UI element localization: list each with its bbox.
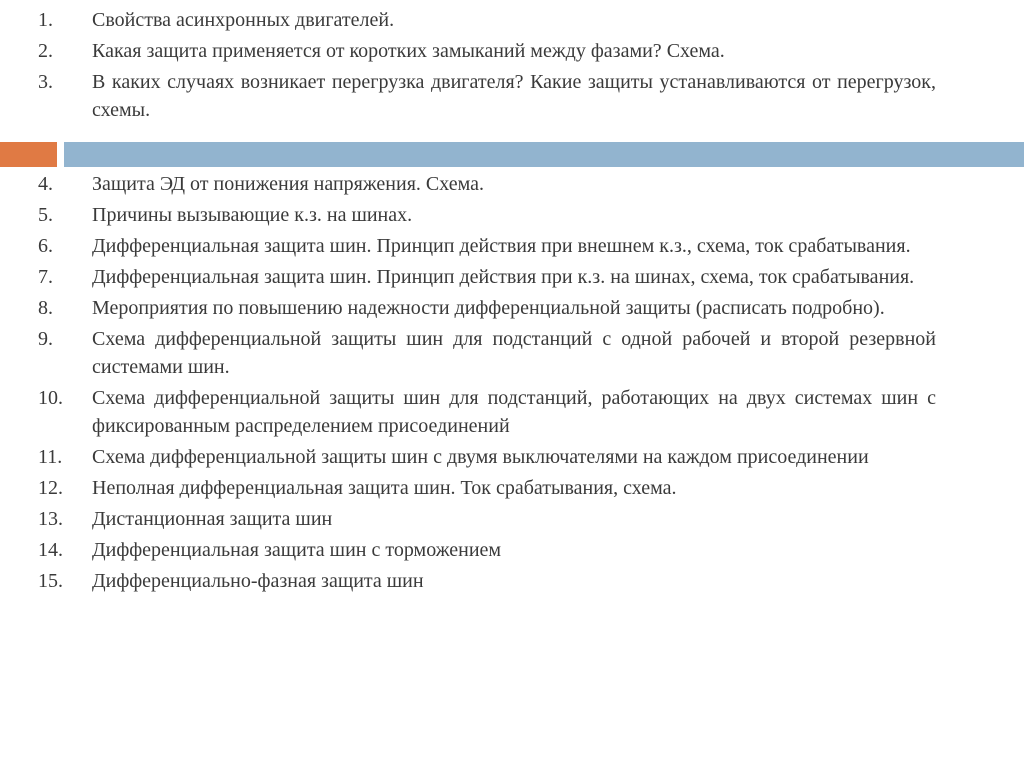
item-number: 10. [38,387,63,409]
item-text: Причины вызывающие к.з. на шинах. [92,204,413,226]
list-item [0,170,1024,198]
item-number: 8. [38,297,53,319]
item-text: Дистанционная защита шин [92,508,333,530]
item-number: 1. [38,9,53,31]
list-item [0,232,1024,260]
question-list-bottom [0,170,1024,598]
item-text: Схема дифференциальной защиты шин для подстанций с одной рабочей и второй резервной системами шин. [92,328,936,378]
list-item [0,294,1024,322]
item-number: 4. [38,173,53,195]
item-text: Мероприятия по повышению надежности дифференциальной защиты (расписать подробно). [92,297,885,319]
item-number: 11. [38,446,63,468]
list-item [0,384,1024,440]
list-item [0,263,1024,291]
item-text: Какая защита применяется от коротких замыканий между фазами? Схема. [92,40,725,62]
item-text: Схема дифференциальной защиты шин для подстанций, работающих на двух системах шин с фиксированным распределением присоединений [92,387,936,437]
question-list-top [0,6,1024,127]
list-item [0,6,1024,34]
item-number: 14. [38,539,63,561]
item-text: Дифференциальная защита шин с торможением [92,539,502,561]
item-text: Дифференциальная защита шин. Принцип действия при к.з. на шинах, схема, ток срабатывания. [92,266,915,288]
item-number: 7. [38,266,53,288]
item-number: 13. [38,508,63,530]
item-text: Неполная дифференциальная защита шин. Ток срабатывания, схема. [92,477,677,499]
item-number: 15. [38,570,63,592]
list-item [0,37,1024,65]
item-text: Защита ЭД от понижения напряжения. Схема. [92,173,485,195]
list-item [0,68,1024,124]
item-text: Схема дифференциальной защиты шин с двумя выключателями на каждом присоединении [92,446,869,468]
item-number: 9. [38,328,53,350]
item-number: 12. [38,477,63,499]
item-number: 3. [38,71,53,93]
decorative-divider [0,140,1024,170]
item-number: 5. [38,204,53,226]
list-item [0,325,1024,381]
item-text: В каких случаях возникает перегрузка двигателя? Какие защиты устанавливаются от перегрузок, схемы. [92,71,936,121]
divider-accent-orange [0,142,57,167]
list-item [0,474,1024,502]
item-number: 2. [38,40,53,62]
list-item [0,443,1024,471]
item-text: Дифференциальная защита шин. Принцип действия при внешнем к.з., схема, ток срабатывания. [92,235,911,257]
list-item [0,505,1024,533]
item-number: 6. [38,235,53,257]
item-text: Дифференциально-фазная защита шин [92,570,424,592]
list-item [0,567,1024,595]
list-item [0,536,1024,564]
list-item [0,201,1024,229]
divider-accent-blue [64,142,1024,167]
item-text: Свойства асинхронных двигателей. [92,9,395,31]
